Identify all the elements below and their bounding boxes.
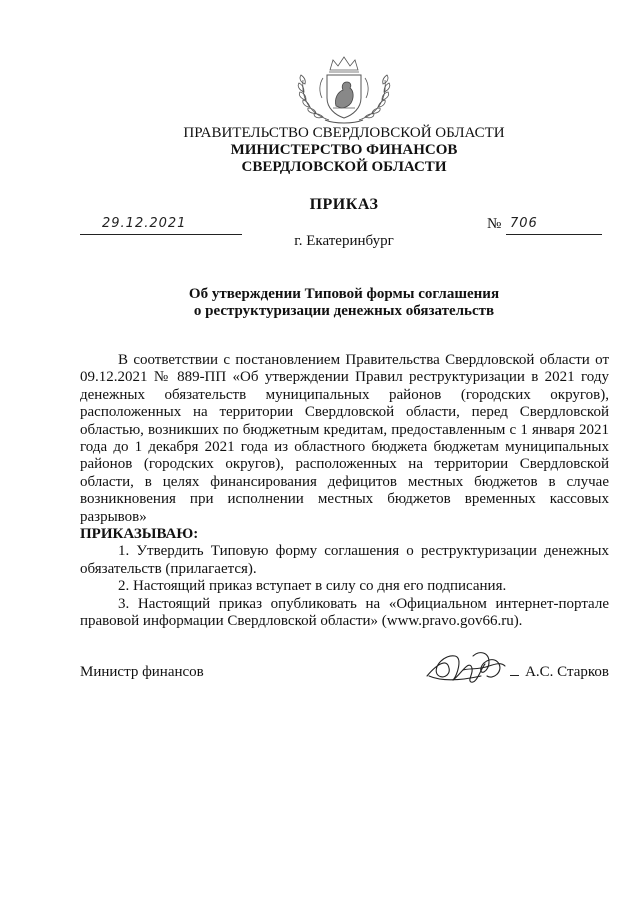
ministry-name-line2: СВЕРДЛОВСКОЙ ОБЛАСТИ (241, 159, 447, 175)
document-date: 29.12.2021 (102, 216, 187, 231)
government-name: ПРАВИТЕЛЬСТВО СВЕРДЛОВСКОЙ ОБЛАСТИ (183, 125, 505, 141)
order-item-3: 3. Настоящий приказ опубликовать на «Официальном интернет-портале правовой информации Свердловской области» (www.pravo.gov66.ru). (80, 595, 609, 630)
signer-name: А.С. Старков (525, 664, 609, 680)
number-label: № (487, 216, 502, 232)
order-item-1: 1. Утвердить Типовую форму соглашения о реструктуризации денежных обязательств (прилагается). (80, 543, 609, 577)
signature-dash (510, 675, 519, 676)
coat-of-arms-icon (283, 54, 405, 126)
signature-block (80, 664, 609, 688)
document-body (80, 352, 609, 631)
preamble-paragraph: В соответствии с постановлением Правительства Свердловской области от 09.12.2021 № 889-ПП «Об утверждении Правил реструктуризации в 2021 году денежных обязательств муниципальных районов (городских округов), расположенных на территории Свердловской области, перед Свердловской областью, возникших по бюджетным кредитам, предоставленным с 1 января 2021 года до 1 декабря 2021 года из областного бюджета бюджетам муниципальных районов (городских округов), расположенных на территории Свердловской области, в целях финансирования дефицитов местных бюджетов в случае возникновения при исполнении местных бюджетов временных кассовых разрывов» (80, 352, 609, 525)
subject-line-1: Об утверждении Типовой формы соглашения (188, 286, 500, 302)
document-subject (0, 286, 640, 320)
signer-position: Министр финансов (80, 664, 204, 680)
order-item-2: 2. Настоящий приказ вступает в силу со дня его подписания. (118, 578, 507, 595)
order-word: ПРИКАЗЫВАЮ: (80, 526, 199, 543)
document-type: ПРИКАЗ (309, 196, 379, 213)
ministry-name-line1: МИНИСТЕРСТВО ФИНАНСОВ (230, 142, 458, 158)
handwritten-signature-icon (423, 646, 517, 690)
document-city: г. Екатеринбург (294, 233, 394, 249)
subject-line-2: о реструктуризации денежных обязательств (193, 303, 495, 319)
letterhead (0, 125, 640, 176)
document-number: 706 (510, 216, 538, 231)
